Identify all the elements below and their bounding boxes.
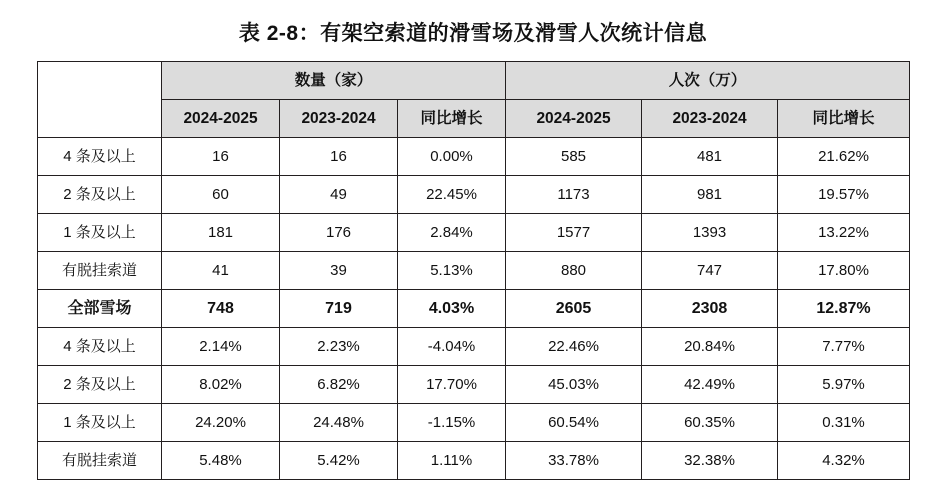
cell-count-growth: 5.13%: [398, 252, 506, 290]
cell-visits-growth: 17.80%: [778, 252, 910, 290]
cell-count-growth: -1.15%: [398, 404, 506, 442]
table-container: [0, 61, 946, 480]
cell-count-2023-2024: 719: [280, 290, 398, 328]
cell-count-2024-2025: 8.02%: [162, 366, 280, 404]
cell-count-growth: -4.04%: [398, 328, 506, 366]
cell-count-2023-2024: 5.42%: [280, 442, 398, 480]
cell-visits-growth: 7.77%: [778, 328, 910, 366]
cell-visits-2023-2024: 481: [642, 138, 778, 176]
cell-visits-2024-2025: 33.78%: [506, 442, 642, 480]
column-header-count-2023-2024: 2023-2024: [280, 100, 398, 138]
cell-count-2024-2025: 60: [162, 176, 280, 214]
cell-visits-2024-2025: 880: [506, 252, 642, 290]
cell-visits-growth: 5.97%: [778, 366, 910, 404]
cell-visits-2023-2024: 32.38%: [642, 442, 778, 480]
column-header-visits-2023-2024: 2023-2024: [642, 100, 778, 138]
cell-visits-2024-2025: 585: [506, 138, 642, 176]
cell-visits-2023-2024: 20.84%: [642, 328, 778, 366]
cell-count-growth: 2.84%: [398, 214, 506, 252]
cell-visits-growth: 0.31%: [778, 404, 910, 442]
cell-visits-growth: 19.57%: [778, 176, 910, 214]
cell-count-2024-2025: 181: [162, 214, 280, 252]
cell-visits-growth: 4.32%: [778, 442, 910, 480]
cell-visits-2024-2025: 45.03%: [506, 366, 642, 404]
table-row: [38, 252, 910, 290]
cell-count-2024-2025: 24.20%: [162, 404, 280, 442]
column-header-visits-growth: 同比增长: [778, 100, 910, 138]
cell-count-growth: 0.00%: [398, 138, 506, 176]
group-header-row: [38, 62, 910, 100]
table-corner-cell: [38, 62, 162, 138]
table-row: [38, 366, 910, 404]
row-label: 全部雪场: [38, 290, 162, 328]
cell-visits-2024-2025: 22.46%: [506, 328, 642, 366]
column-header-visits-2024-2025: 2024-2025: [506, 100, 642, 138]
table-row: [38, 404, 910, 442]
cell-count-2023-2024: 6.82%: [280, 366, 398, 404]
row-label: 1 条及以上: [38, 214, 162, 252]
table-row: [38, 328, 910, 366]
cell-visits-2023-2024: 747: [642, 252, 778, 290]
cell-count-2024-2025: 2.14%: [162, 328, 280, 366]
row-label: 2 条及以上: [38, 176, 162, 214]
cell-visits-growth: 13.22%: [778, 214, 910, 252]
row-label: 有脱挂索道: [38, 442, 162, 480]
table-row-total: [38, 290, 910, 328]
cell-count-2023-2024: 176: [280, 214, 398, 252]
cell-visits-2024-2025: 1577: [506, 214, 642, 252]
cell-count-2024-2025: 748: [162, 290, 280, 328]
cell-visits-2024-2025: 60.54%: [506, 404, 642, 442]
table-row: [38, 214, 910, 252]
cell-count-growth: 22.45%: [398, 176, 506, 214]
column-header-row: [38, 100, 910, 138]
table-body: [38, 138, 910, 480]
cell-count-growth: 1.11%: [398, 442, 506, 480]
table-title: 表 2-8：有架空索道的滑雪场及滑雪人次统计信息: [238, 22, 708, 45]
cell-count-2023-2024: 24.48%: [280, 404, 398, 442]
cell-visits-2023-2024: 981: [642, 176, 778, 214]
row-label: 2 条及以上: [38, 366, 162, 404]
cell-visits-2023-2024: 2308: [642, 290, 778, 328]
table-head: [38, 62, 910, 138]
table-row: [38, 176, 910, 214]
cell-count-2024-2025: 5.48%: [162, 442, 280, 480]
cell-count-2023-2024: 39: [280, 252, 398, 290]
cell-visits-2024-2025: 2605: [506, 290, 642, 328]
ski-resort-statistics-table: [37, 61, 910, 480]
row-label: 4 条及以上: [38, 138, 162, 176]
column-header-count-2024-2025: 2024-2025: [162, 100, 280, 138]
cell-count-2023-2024: 16: [280, 138, 398, 176]
group-header-count: 数量（家）: [162, 62, 506, 100]
cell-visits-2023-2024: 60.35%: [642, 404, 778, 442]
cell-count-growth: 17.70%: [398, 366, 506, 404]
cell-visits-growth: 21.62%: [778, 138, 910, 176]
cell-count-2024-2025: 41: [162, 252, 280, 290]
table-row: [38, 442, 910, 480]
table-row: [38, 138, 910, 176]
column-header-count-growth: 同比增长: [398, 100, 506, 138]
row-label: 有脱挂索道: [38, 252, 162, 290]
cell-visits-2023-2024: 1393: [642, 214, 778, 252]
cell-visits-2024-2025: 1173: [506, 176, 642, 214]
cell-count-2023-2024: 49: [280, 176, 398, 214]
cell-visits-growth: 12.87%: [778, 290, 910, 328]
cell-count-2023-2024: 2.23%: [280, 328, 398, 366]
cell-visits-2023-2024: 42.49%: [642, 366, 778, 404]
row-label: 4 条及以上: [38, 328, 162, 366]
cell-count-growth: 4.03%: [398, 290, 506, 328]
row-label: 1 条及以上: [38, 404, 162, 442]
cell-count-2024-2025: 16: [162, 138, 280, 176]
group-header-visits: 人次（万）: [506, 62, 910, 100]
